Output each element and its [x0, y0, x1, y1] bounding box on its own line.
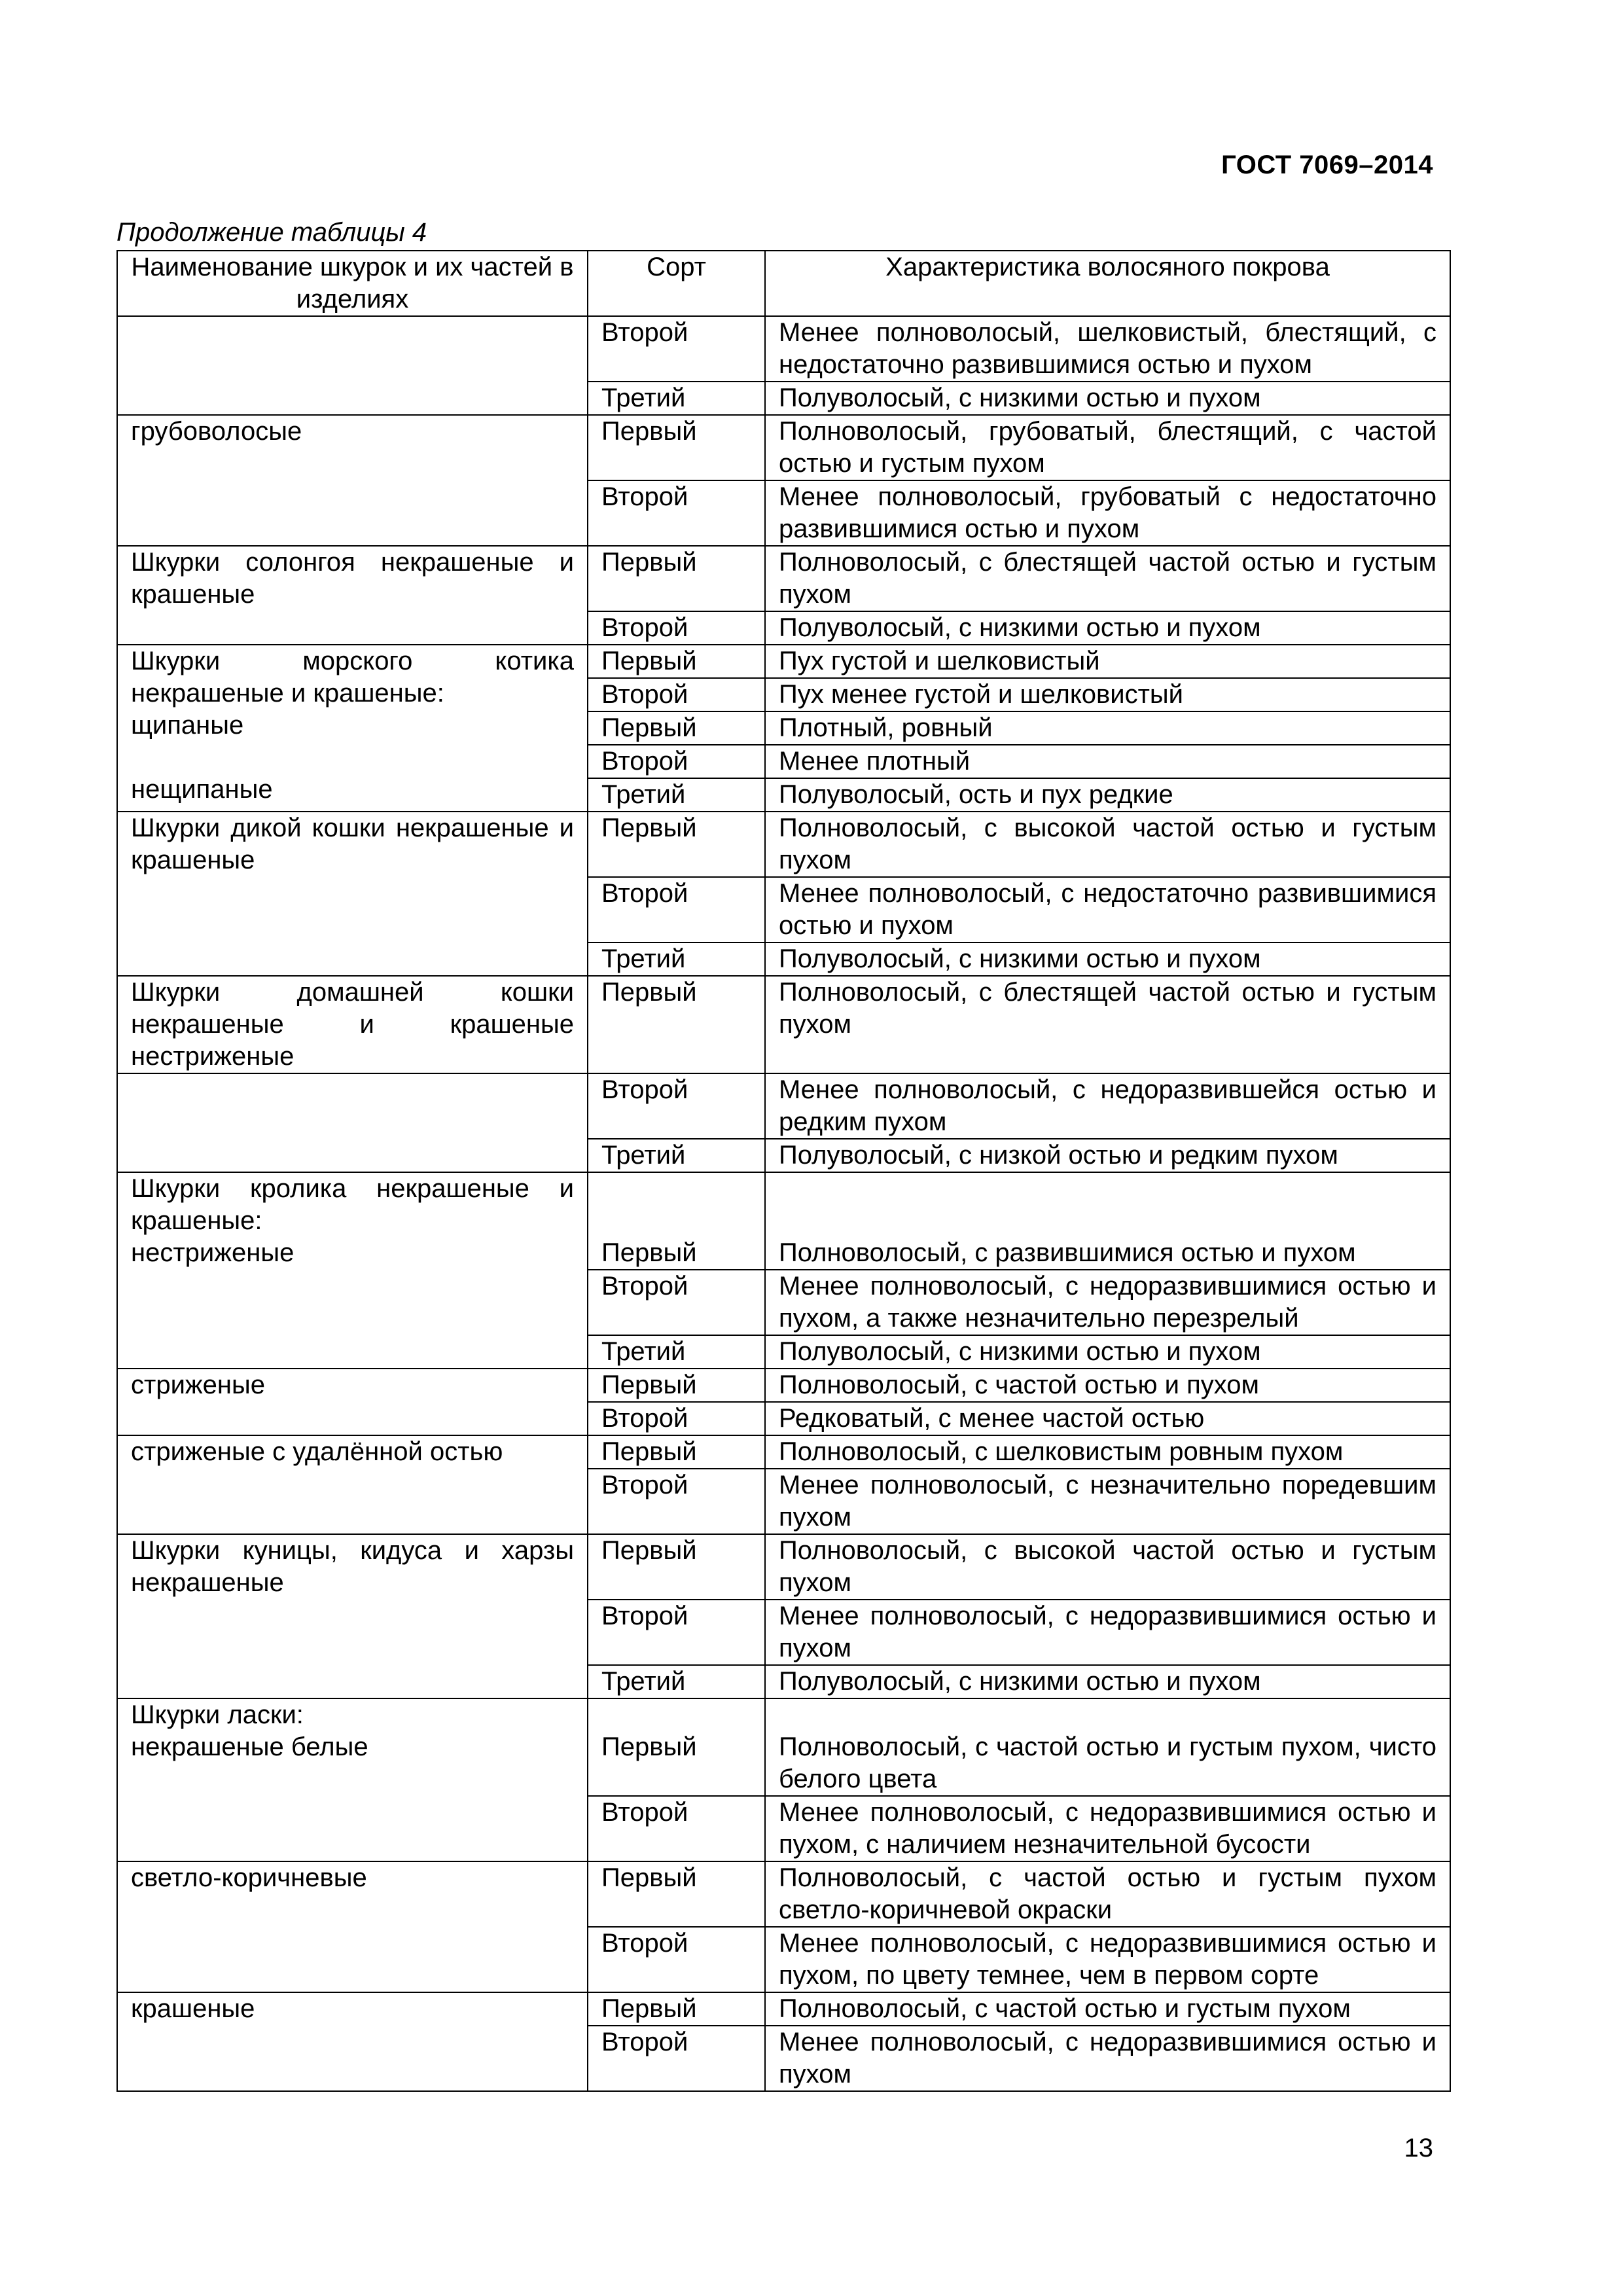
table-row	[117, 1992, 1450, 2026]
description-cell: Менее полноволосый, шелковистый, блестящий, с недостаточно развившимися остью и пухом	[765, 316, 1450, 382]
description-cell: Менее полноволосый, с незначительно поредевшим пухом	[765, 1469, 1450, 1534]
grade-cell: Третий	[588, 1665, 765, 1698]
description-cell: Менее полноволосый, с недоразвившейся остью и редким пухом	[765, 1073, 1450, 1139]
name-cell: стриженые	[117, 1369, 588, 1435]
grade-cell: Второй	[588, 1073, 765, 1139]
description-cell: Полноволосый, с высокой частой остью и густым пухом	[765, 812, 1450, 877]
description-cell: Менее полноволосый, с недоразвившимися остью и пухом, с наличием незначительной бусости	[765, 1796, 1450, 1861]
column-header-grade: Сорт	[588, 251, 765, 316]
grade-cell: Второй	[588, 1927, 765, 1992]
grade-cell: Второй	[588, 877, 765, 942]
grade-cell: Третий	[588, 382, 765, 415]
table-row	[117, 1435, 1450, 1469]
name-cell	[117, 1073, 588, 1172]
name-cell	[117, 645, 588, 812]
column-header-name: Наименование шкурок и их частей в изделиях	[117, 251, 588, 316]
description-cell: Полноволосый, с развившимися остью и пухом	[765, 1172, 1450, 1270]
description-cell: Полноволосый, с блестящей частой остью и густым пухом	[765, 976, 1450, 1073]
name-line: щипаные	[131, 711, 244, 740]
name-cell	[117, 1172, 588, 1369]
description-cell: Менее полноволосый, с недоразвившимися остью и пухом, по цвету темнее, чем в первом сорте	[765, 1927, 1450, 1992]
table-row	[117, 1534, 1450, 1600]
name-cell: стриженые с удалённой остью	[117, 1435, 588, 1534]
grade-cell: Первый	[588, 1172, 765, 1270]
grade-cell: Второй	[588, 678, 765, 711]
description-cell: Полноволосый, с высокой частой остью и густым пухом	[765, 1534, 1450, 1600]
fur-characteristics-table	[116, 250, 1451, 2092]
grade-cell: Второй	[588, 480, 765, 546]
grade-cell: Первый	[588, 546, 765, 611]
description-cell: Менее полноволосый, с недостаточно развившимися остью и пухом	[765, 877, 1450, 942]
table-caption: Продолжение таблицы 4	[116, 218, 427, 247]
name-line: нещипаные	[131, 775, 273, 804]
name-cell: Шкурки домашней кошки некрашеные и крашеные нестриженые	[117, 976, 588, 1073]
grade-cell: Второй	[588, 1402, 765, 1435]
description-cell: Полуволосый, ость и пух редкие	[765, 778, 1450, 812]
description-cell: Полноволосый, с частой остью и густым пухом	[765, 1992, 1450, 2026]
grade-cell: Третий	[588, 1139, 765, 1172]
description-cell: Менее полноволосый, с недоразвившимися остью и пухом, а также незначительно перезрелый	[765, 1270, 1450, 1335]
grade-cell: Первый	[588, 711, 765, 745]
column-header-description: Характеристика волосяного покрова	[765, 251, 1450, 316]
description-cell: Пух густой и шелковистый	[765, 645, 1450, 678]
grade-cell: Первый	[588, 1698, 765, 1796]
table-row	[117, 812, 1450, 877]
name-line: Шкурки кролика некрашеные и крашеные:	[131, 1174, 574, 1235]
description-cell: Полноволосый, с частой остью и густым пухом, чисто белого цвета	[765, 1698, 1450, 1796]
grade-cell: Второй	[588, 1469, 765, 1534]
description-cell: Полуволосый, с низкими остью и пухом	[765, 611, 1450, 645]
grade-cell: Второй	[588, 745, 765, 778]
name-line: Шкурки морского котика	[131, 647, 574, 675]
name-line	[131, 742, 574, 774]
description-cell: Плотный, ровный	[765, 711, 1450, 745]
description-cell: Менее полноволосый, грубоватый с недостаточно развившимися остью и пухом	[765, 480, 1450, 546]
table-header-row	[117, 251, 1450, 316]
table-row	[117, 1369, 1450, 1402]
description-cell: Полноволосый, с частой остью и пухом	[765, 1369, 1450, 1402]
name-cell	[117, 1698, 588, 1861]
description-cell: Полуволосый, с низкими остью и пухом	[765, 1665, 1450, 1698]
table-row	[117, 1698, 1450, 1796]
grade-cell: Первый	[588, 1534, 765, 1600]
description-cell: Полуволосый, с низкой остью и редким пухом	[765, 1139, 1450, 1172]
name-cell: грубоволосые	[117, 415, 588, 546]
description-cell: Полноволосый, с частой остью и густым пухом светло-коричневой окраски	[765, 1861, 1450, 1927]
name-line: нестриженые	[131, 1238, 294, 1267]
grade-cell: Первый	[588, 812, 765, 877]
grade-cell: Первый	[588, 1435, 765, 1469]
table-row	[117, 546, 1450, 611]
grade-cell: Второй	[588, 611, 765, 645]
name-cell: Шкурки дикой кошки некрашеные и крашеные	[117, 812, 588, 976]
table-row	[117, 1073, 1450, 1139]
grade-cell: Первый	[588, 1861, 765, 1927]
name-cell: светло-коричневые	[117, 1861, 588, 1992]
grade-cell: Второй	[588, 1796, 765, 1861]
standard-code: ГОСТ 7069–2014	[1221, 151, 1433, 179]
table-row	[117, 645, 1450, 678]
name-line: Шкурки ласки:	[131, 1700, 304, 1729]
grade-cell: Второй	[588, 2026, 765, 2091]
grade-cell: Второй	[588, 1600, 765, 1665]
page-number: 13	[1404, 2134, 1433, 2162]
description-cell: Полуволосый, с низкими остью и пухом	[765, 382, 1450, 415]
grade-cell: Первый	[588, 976, 765, 1073]
description-cell: Полуволосый, с низкими остью и пухом	[765, 1335, 1450, 1369]
name-cell	[117, 316, 588, 415]
table-row	[117, 1172, 1450, 1270]
table-row	[117, 976, 1450, 1073]
name-line: некрашеные белые	[131, 1732, 368, 1761]
grade-cell: Первый	[588, 1992, 765, 2026]
description-cell: Пух менее густой и шелковистый	[765, 678, 1450, 711]
description-cell: Менее плотный	[765, 745, 1450, 778]
grade-cell: Первый	[588, 415, 765, 480]
grade-cell: Третий	[588, 1335, 765, 1369]
grade-cell: Третий	[588, 778, 765, 812]
table-row	[117, 415, 1450, 480]
description-cell: Менее полноволосый, с недоразвившимися остью и пухом	[765, 2026, 1450, 2091]
description-cell: Менее полноволосый, с недоразвившимися остью и пухом	[765, 1600, 1450, 1665]
description-cell: Полноволосый, с шелковистым ровным пухом	[765, 1435, 1450, 1469]
grade-cell: Второй	[588, 316, 765, 382]
name-line: некрашеные и крашеные:	[131, 679, 444, 708]
grade-cell: Третий	[588, 942, 765, 976]
description-cell: Полуволосый, с низкими остью и пухом	[765, 942, 1450, 976]
grade-cell: Первый	[588, 645, 765, 678]
table-row	[117, 316, 1450, 382]
description-cell: Полноволосый, с блестящей частой остью и густым пухом	[765, 546, 1450, 611]
table-row	[117, 1861, 1450, 1927]
name-cell: Шкурки куницы, кидуса и харзы некрашеные	[117, 1534, 588, 1698]
name-cell: крашеные	[117, 1992, 588, 2091]
name-cell: Шкурки солонгоя некрашеные и крашеные	[117, 546, 588, 645]
description-cell: Полноволосый, грубоватый, блестящий, с частой остью и густым пухом	[765, 415, 1450, 480]
description-cell: Редковатый, с менее частой остью	[765, 1402, 1450, 1435]
grade-cell: Второй	[588, 1270, 765, 1335]
grade-cell: Первый	[588, 1369, 765, 1402]
